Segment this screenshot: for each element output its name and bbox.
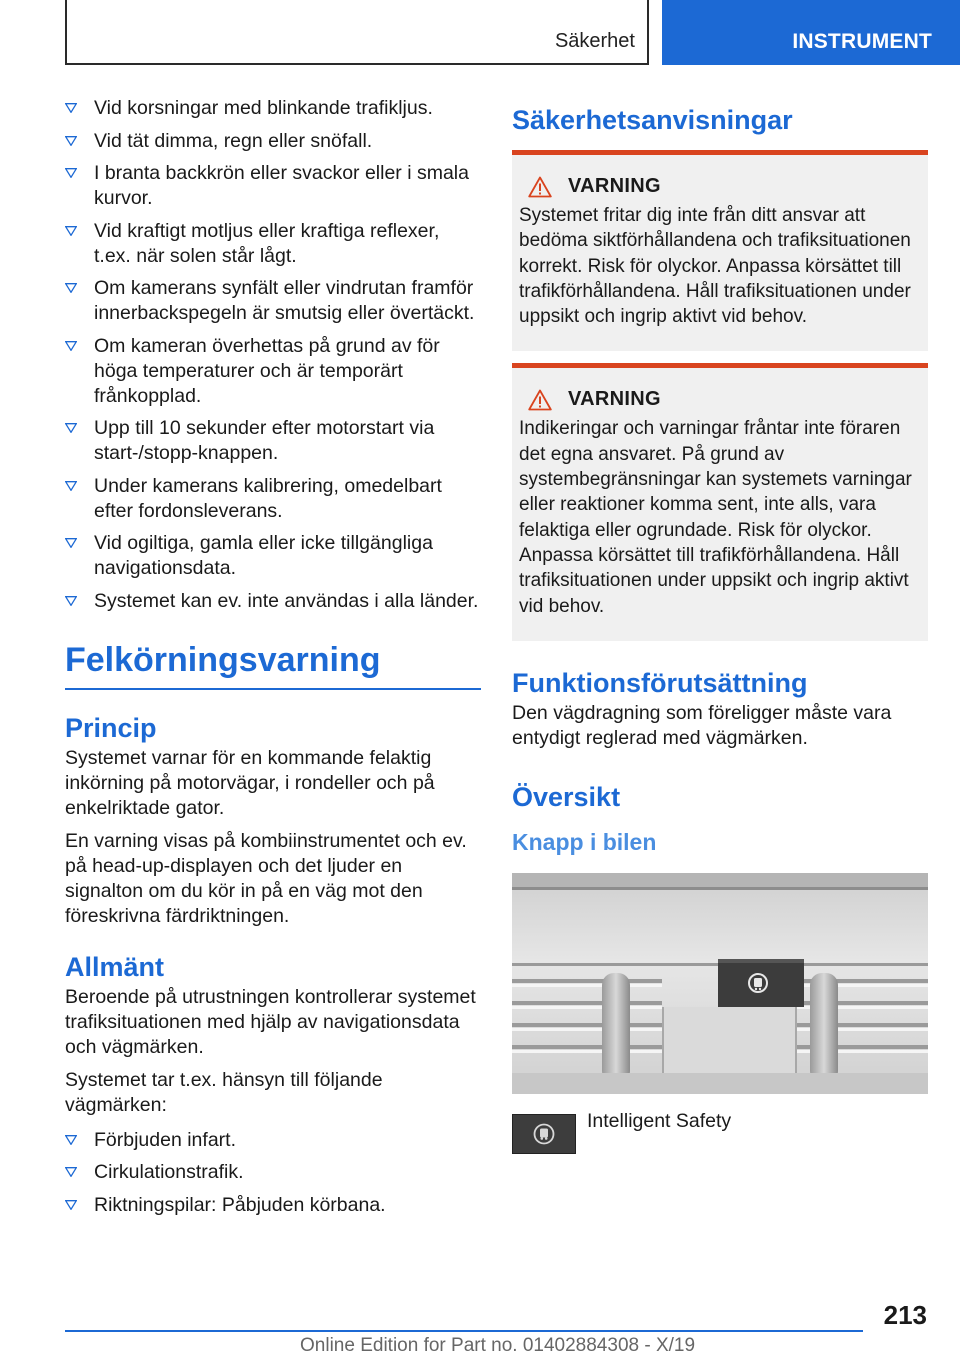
list-item: Vid korsningar med blinkande trafikljus. xyxy=(65,96,481,121)
intelligent-safety-button-icon xyxy=(512,1114,576,1154)
triangle-bullet-icon xyxy=(65,341,77,351)
warning-title: VARNING xyxy=(568,175,661,197)
legend-row xyxy=(512,1109,928,1154)
funktion-heading: Funktionsförutsättning xyxy=(512,667,808,698)
triangle-bullet-icon xyxy=(65,423,77,433)
header-chapter-tab xyxy=(662,0,960,65)
list-item: Förbjuden infart. xyxy=(65,1128,481,1153)
dashboard-button-photo xyxy=(512,873,928,1094)
list-item: Vid tät dimma, regn eller snöfall. xyxy=(65,129,481,154)
traffic-sign-list xyxy=(65,1128,481,1218)
limitations-list xyxy=(65,96,481,614)
allmant-heading: Allmänt xyxy=(65,951,165,982)
triangle-bullet-icon xyxy=(65,481,77,491)
list-item: Vid ogiltiga, gamla eller icke tillgängliga navigationsdata. xyxy=(65,531,481,581)
princip-paragraph-1: Systemet varnar för en kommande felaktig inkörning på motorvägar, i rondeller och på enkelriktade gator. xyxy=(65,746,435,819)
triangle-bullet-icon xyxy=(65,1167,77,1177)
header-section-tab xyxy=(65,0,649,65)
legend-label: Intelligent Safety xyxy=(587,1109,732,1132)
left-column xyxy=(65,96,481,1225)
warning-box xyxy=(512,150,928,351)
list-item: Om kamerans synfält eller vindrutan framför innerbackspegeln är smutsig eller övertäckt. xyxy=(65,276,481,326)
list-item: Om kameran överhettas på grund av för höga temperaturer och är temporärt frånkopplad. xyxy=(65,334,481,409)
triangle-bullet-icon xyxy=(65,596,77,606)
chapter-title: INSTRUMENT xyxy=(792,30,932,53)
oversikt-heading: Översikt xyxy=(512,781,621,812)
princip-heading: Princip xyxy=(65,712,157,743)
list-item: Under kamerans kalibrering, omedelbart efter fordonsleverans. xyxy=(65,474,481,524)
warning-triangle-icon xyxy=(528,176,552,198)
footer-divider xyxy=(65,1330,863,1332)
section-heading: Felkörningsvarning xyxy=(65,640,381,679)
warning-text: Systemet fritar dig inte från ditt ansvar att bedöma siktförhållandena och trafiksituationen korrekt. Risk för olyckor. Anpassa körsättet till trafikförhållandena. Håll trafiksituationen under uppsikt och ingrip aktivt vid behov. xyxy=(519,205,911,328)
warning-title: VARNING xyxy=(568,388,661,411)
warning-text: Indikeringar och varningar fråntar inte föraren det egna ansvaret. På grund av systembegränsningar kan systemets varningar eller reaktioner komma sent, inte alls, vara felaktiga eller ogrundade. Risk för olyckor. Anpassa körsättet till trafikförhållandena. Håll trafiksituationen under uppsikt och ingrip aktivt vid behov. xyxy=(519,418,912,617)
triangle-bullet-icon xyxy=(65,136,77,146)
funktion-paragraph: Den vägdragning som föreligger måste vara entydigt reglerad med vägmärken. xyxy=(512,701,892,749)
triangle-bullet-icon xyxy=(65,226,77,236)
page-number: 213 xyxy=(883,1300,927,1330)
allmant-paragraph-1: Beroende på utrustningen kontrollerar systemet trafiksituationen med hjälp av navigationsdata och vägmärken. xyxy=(65,985,476,1058)
list-item: Vid kraftigt motljus eller kraftiga reflexer, t.ex. när solen står lågt. xyxy=(65,219,481,269)
triangle-bullet-icon xyxy=(65,283,77,293)
section-heading-block xyxy=(65,640,481,690)
warning-box xyxy=(512,363,928,640)
allmant-paragraph-2: Systemet tar t.ex. hänsyn till följande vägmärken: xyxy=(65,1068,383,1116)
triangle-bullet-icon xyxy=(65,103,77,113)
right-column xyxy=(512,104,928,1154)
triangle-bullet-icon xyxy=(65,1200,77,1210)
triangle-bullet-icon xyxy=(65,168,77,178)
section-title: Säkerhet xyxy=(554,30,635,52)
list-item: I branta backkrön eller svackor eller i smala kurvor. xyxy=(65,161,481,211)
triangle-bullet-icon xyxy=(65,538,77,548)
princip-paragraph-2: En varning visas på kombiinstrumentet och ev. på head-up-displayen och det ljuder en signalton om du kör in på en väg mot den föreskrivna färdriktningen. xyxy=(65,829,467,927)
safety-heading: Säkerhetsanvisningar xyxy=(512,105,793,135)
warning-triangle-icon xyxy=(528,389,552,411)
list-item: Upp till 10 sekunder efter motorstart via start-/stopp-knappen. xyxy=(65,416,481,466)
list-item: Riktningspilar: Påbjuden körbana. xyxy=(65,1193,481,1218)
list-item: Cirkulationstrafik. xyxy=(65,1160,481,1185)
triangle-bullet-icon xyxy=(65,1135,77,1145)
list-item: Systemet kan ev. inte användas i alla länder. xyxy=(65,589,481,614)
footer-edition: Online Edition for Part no. 01402884308 - X/19 xyxy=(300,1335,696,1356)
knapp-heading: Knapp i bilen xyxy=(512,828,657,855)
